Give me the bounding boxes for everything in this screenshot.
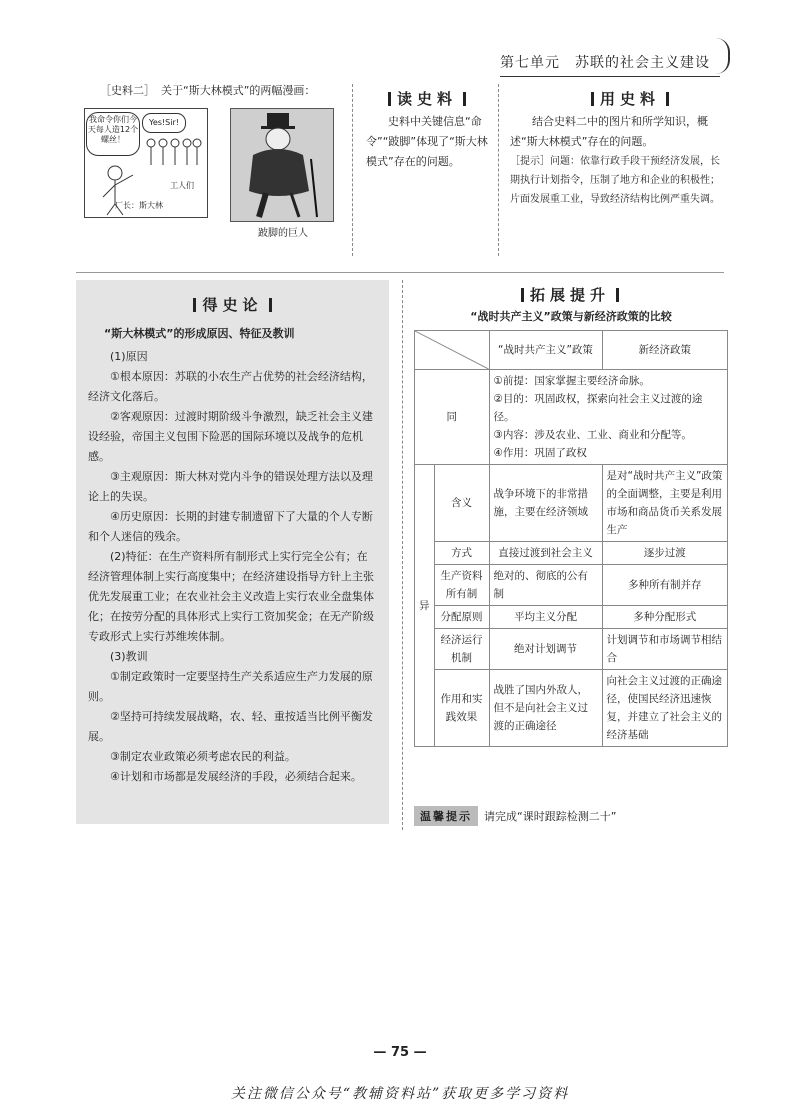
same-item-1: ①前提：国家掌握主要经济命脉。: [493, 375, 650, 387]
expand-heading: 拓展提升: [510, 284, 630, 305]
row-label-method: 方式: [434, 542, 489, 565]
same-item-3: ③内容：涉及农业、工业、商业和分配等。: [493, 429, 692, 441]
read-text: 史料中关键信息“命令”“跛脚”体现了“斯大林模式”存在的问题。: [366, 115, 488, 168]
hint-tag: ［提示］: [510, 156, 550, 167]
para-lesson-3: ③制定农业政策必须考虑农民的利益。: [110, 750, 296, 763]
unit-title: 第七单元 苏联的社会主义建设: [500, 55, 710, 71]
para-features: (2)特征：在生产资料所有制形式上实行完全公有；在经济管理体制上实行高度集中；在经济建设指导方针上主张优先发展重工业；在农业社会主义改造上实行农业全盘集体化；在按劳分配的具体形式上实行工资加奖金；在无产阶级专政形式上实行苏维埃体制。: [88, 550, 374, 643]
cell-effect-a: 战胜了国内外敌人，但不是向社会主义过渡的正确途径: [489, 670, 602, 747]
label-workers: 工人们: [170, 181, 194, 190]
row-label-effect: 作用和实践效果: [434, 670, 489, 747]
cell-method-a: 直接过渡到社会主义: [489, 542, 602, 565]
conclusion-heading: 得史论: [76, 294, 389, 315]
cell-distribution-a: 平均主义分配: [489, 606, 602, 629]
header-ornament: [714, 38, 730, 74]
conclusion-panel: [76, 280, 389, 824]
para-causes: (1)原因: [110, 350, 148, 363]
hint-text: 问题：依靠行政手段干预经济发展，长期执行计划指令，压制了地方和企业的积极性；片面发展重工业，导致经济结构比例严重失调。: [510, 156, 720, 205]
page-number: — 75 —: [373, 1045, 427, 1060]
table-row-method: [415, 542, 728, 565]
cell-mechanism-b: 计划调节和市场调节相结合: [602, 629, 728, 670]
divider-2: [498, 84, 499, 256]
same-item-4: ④作用：巩固了政权: [493, 447, 587, 459]
row-label-distribution: 分配原则: [434, 606, 489, 629]
use-text: 结合史料二中的图片和所学知识，概述“斯大林模式”存在的问题。: [510, 115, 708, 148]
table-corner: [415, 331, 490, 370]
col-nep: 新经济政策: [602, 331, 728, 370]
para-objective-cause: ②客观原因：过渡时期阶级斗争激烈，缺乏社会主义建设经验，帝国主义包围下险恶的国际环境以及战争的危机感。: [88, 410, 373, 463]
table-row-mechanism: [415, 629, 728, 670]
table-row-effect: [415, 670, 728, 747]
material-caption: [100, 82, 315, 98]
use-heading: 用史料: [580, 88, 680, 109]
cell-ownership-a: 绝对的、彻底的公有制: [489, 565, 602, 606]
row-label-ownership: 生产资料所有制: [434, 565, 489, 606]
para-historical-cause: ④历史原因：长期的封建专制遗留下了大量的个人专断和个人迷信的残余。: [88, 510, 373, 543]
row-label-meaning: 含义: [434, 465, 489, 542]
para-lesson-1: ①制定政策时一定要坚持生产关系适应生产力发展的原则。: [88, 670, 373, 703]
table-row-same: [415, 370, 728, 465]
divider-3: [402, 280, 403, 830]
table-title: “战时共产主义”政策与新经济政策的比较: [470, 310, 672, 323]
conclusion-subtitle: “斯大林模式”的形成原因、特征及教训: [104, 327, 295, 340]
cell-effect-b: 向社会主义过渡的正确途径，使国民经济迅速恢复，并建立了社会主义的经济基础: [602, 670, 728, 747]
divider-1: [352, 84, 353, 256]
speech-bubble-workers: Yes!Sir!: [142, 113, 186, 133]
col-war-communism: “战时共产主义”政策: [489, 331, 602, 370]
reminder: [414, 806, 616, 826]
use-hint: [510, 152, 720, 209]
para-lesson-2: ②坚持可持续发展战略，农、轻、重按适当比例平衡发展。: [88, 710, 373, 743]
material-tag: ［史料二］: [100, 84, 155, 97]
row-label-mechanism: 经济运行机制: [434, 629, 489, 670]
label-boss: 厂长：斯大林: [115, 201, 163, 210]
comparison-table: [414, 330, 728, 747]
section-rule: [76, 272, 724, 273]
para-root-cause: ①根本原因：苏联的小农生产占优势的社会经济结构，经济文化落后。: [88, 370, 373, 403]
table-row-meaning: [415, 465, 728, 542]
read-heading: 读史料: [368, 88, 486, 109]
cell-meaning-a: 战争环境下的非常措施，主要在经济领域: [489, 465, 602, 542]
lame-giant-drawing: [231, 109, 333, 221]
para-lessons: (3)教训: [110, 650, 148, 663]
label-lame-giant: 跛脚的巨人: [258, 228, 308, 239]
diff-label: 异: [415, 465, 435, 747]
header-rule: [500, 76, 720, 77]
para-lesson-4: ④计划和市场都是发展经济的手段，必须结合起来。: [110, 770, 362, 783]
reminder-text: 请完成“课时跟踪检测二十”: [484, 810, 617, 823]
table-header-row: [415, 331, 728, 370]
cell-ownership-b: 多种所有制并存: [602, 565, 728, 606]
same-content: [489, 370, 728, 465]
footer-note: 关注微信公众号“教辅资料站”获取更多学习资料: [230, 1086, 570, 1102]
cell-mechanism-a: 绝对计划调节: [489, 629, 602, 670]
same-label: 同: [415, 370, 490, 465]
table-row-ownership: [415, 565, 728, 606]
cartoon-lame-giant: [230, 108, 334, 222]
corner-diagonal: [415, 331, 489, 369]
cell-method-b: 逐步过渡: [602, 542, 728, 565]
table-row-distribution: [415, 606, 728, 629]
material-caption-text: 关于“斯大林模式”的两幅漫画：: [161, 84, 316, 97]
para-subjective-cause: ③主观原因：斯大林对党内斗争的错误处理方法以及理论上的失误。: [88, 470, 373, 503]
cell-meaning-b: 是对“战时共产主义”政策的全面调整，主要是利用市场和商品货币关系发展生产: [602, 465, 728, 542]
cell-distribution-b: 多种分配形式: [602, 606, 728, 629]
reminder-tag: 温馨提示: [414, 806, 478, 826]
same-item-2: ②目的：巩固政权，探索向社会主义过渡的途径。: [493, 393, 703, 423]
speech-bubble-boss: 我命令你们今天每人造12个螺丝！: [86, 112, 140, 156]
